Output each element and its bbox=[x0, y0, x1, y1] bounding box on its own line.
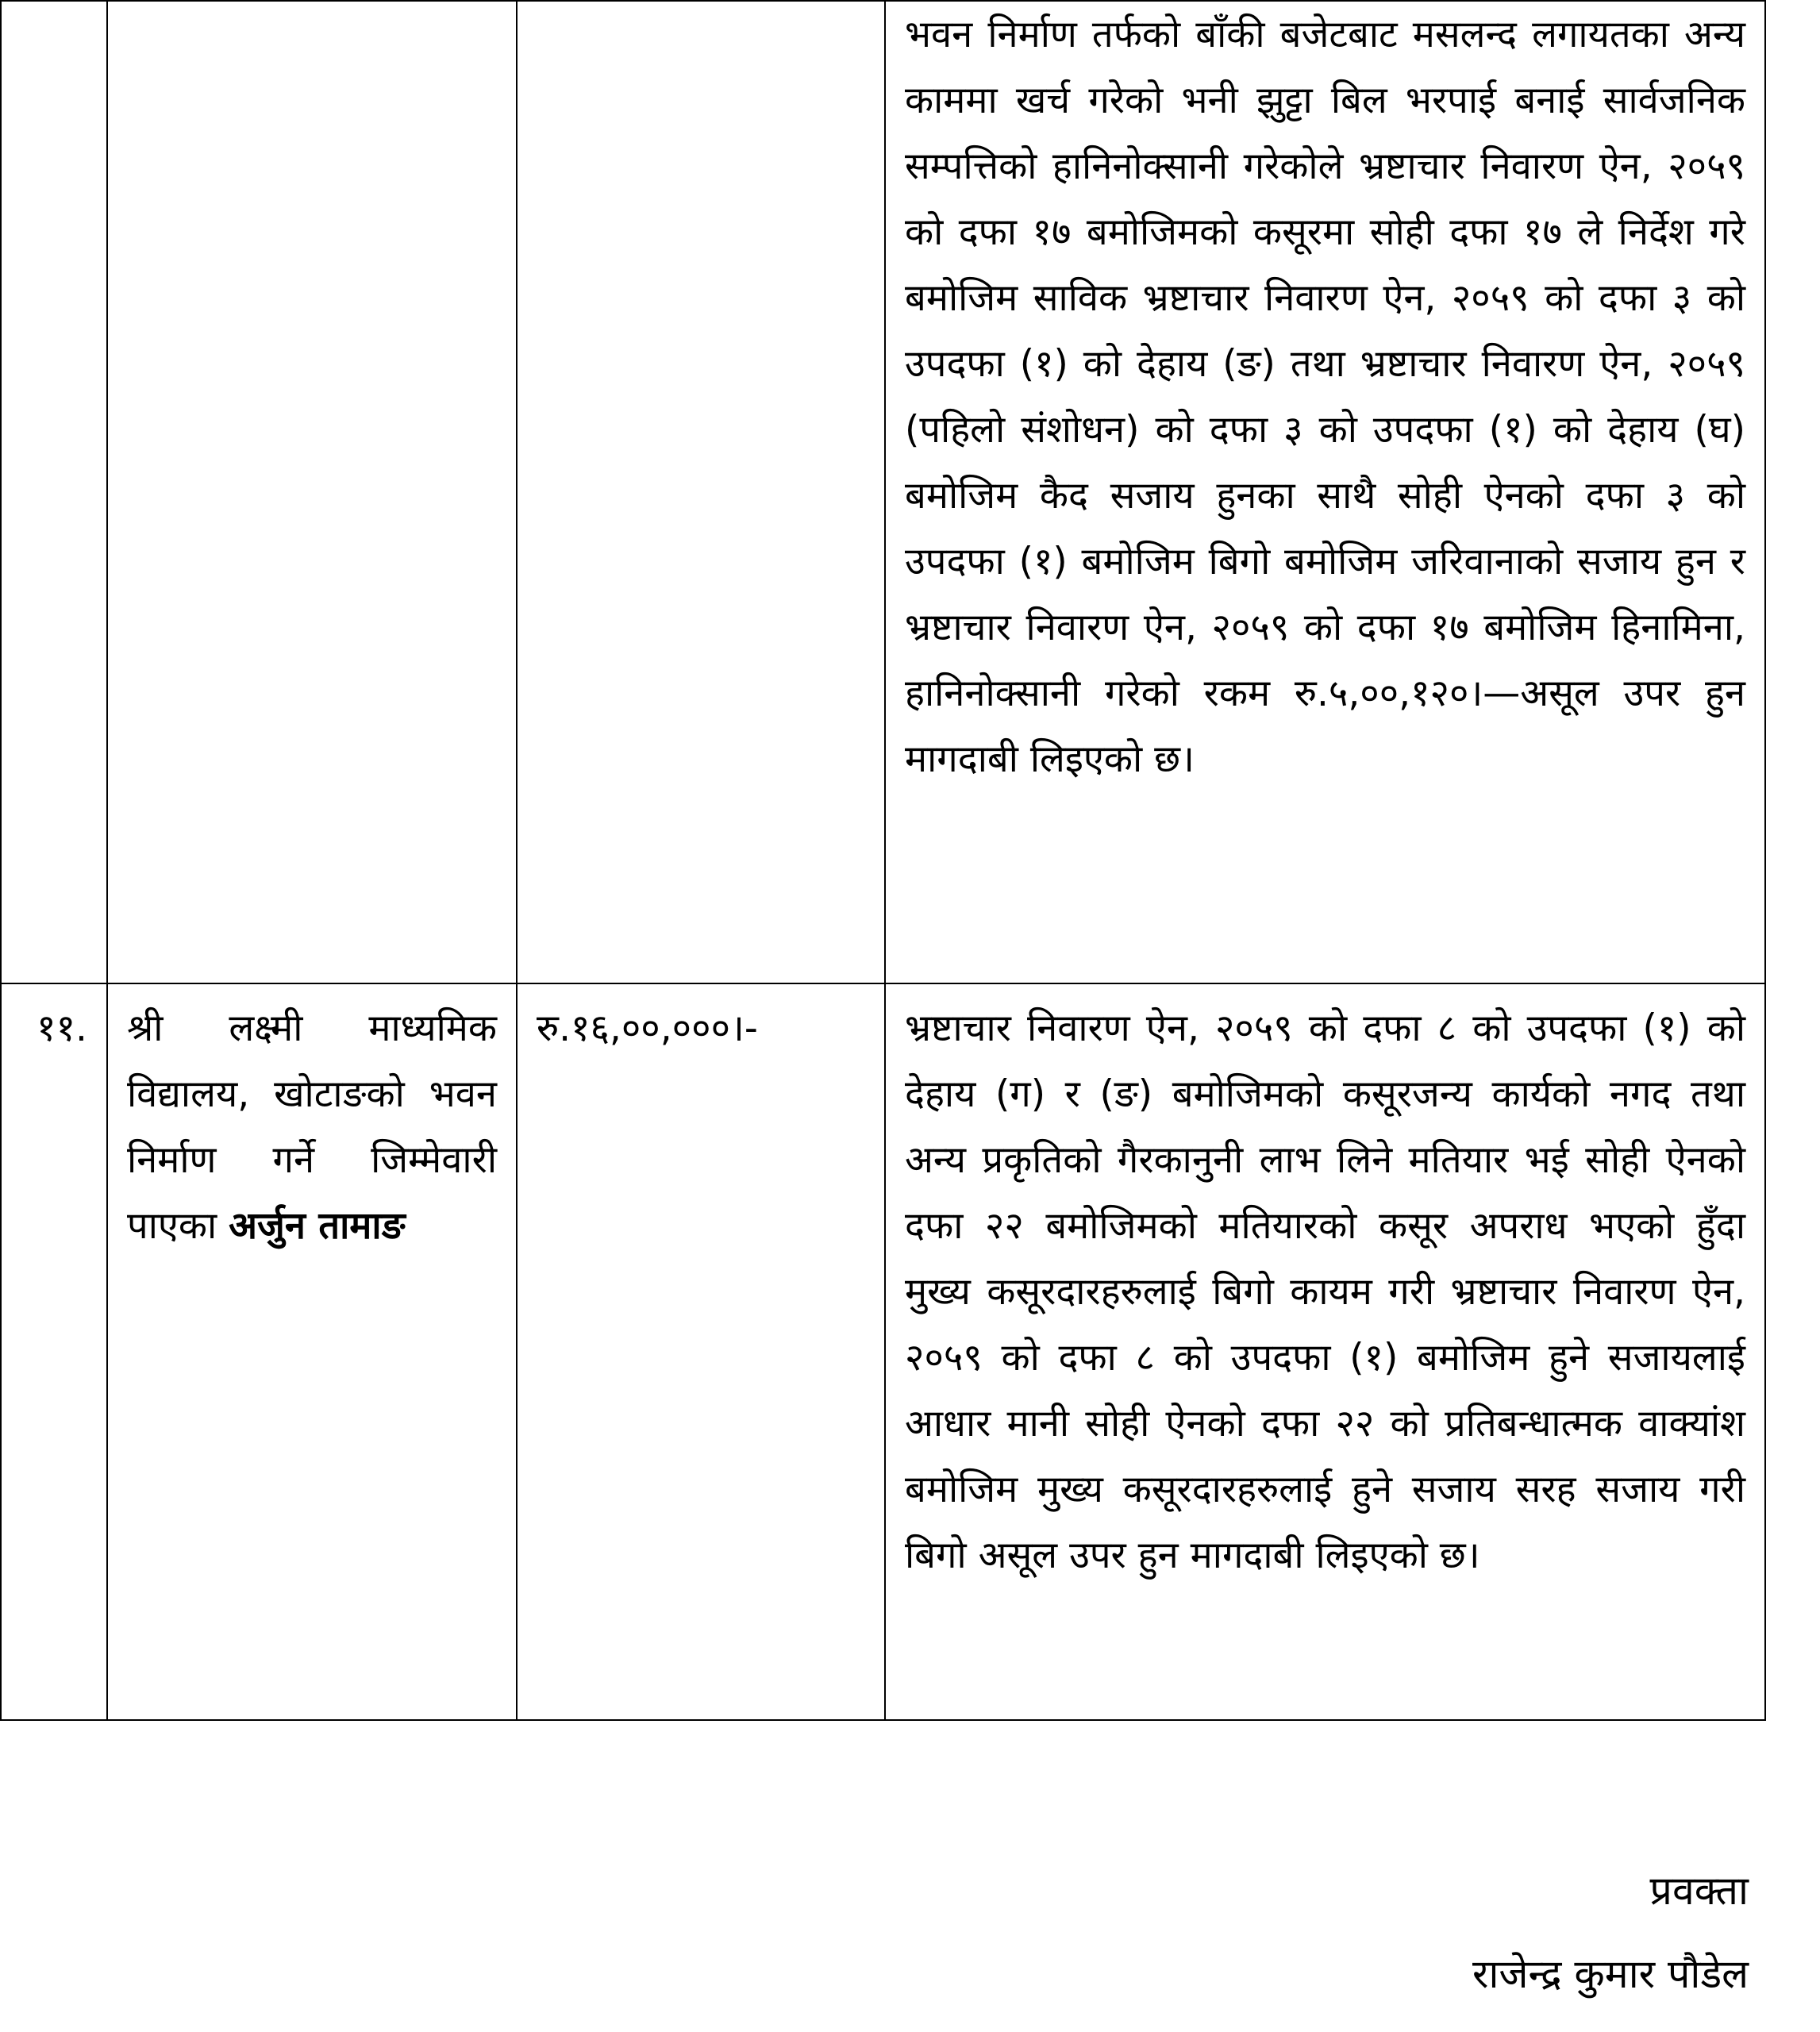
defendant-cell bbox=[107, 983, 517, 1720]
table-row bbox=[1, 1, 1765, 983]
defendant-description: श्री लक्ष्मी माध्यमिक विद्यालय, खोटाङको भवन निर्माण गर्ने जिम्मेवारी पाएका bbox=[127, 1006, 497, 1248]
claim-cell: भ्रष्टाचार निवारण ऐन, २०५९ को दफा ८ को उपदफा (१) को देहाय (ग) र (ङ) बमोजिमको कसूरजन्य कार्यको नगद तथा अन्य प्रकृतिको गैरकानुनी लाभ लिने मतियार भई सोही ऐनको दफा २२ बमोजिमको मतियारको कसूर अपराध भएको हुँदा मुख्य कसूरदारहरुलाई बिगो कायम गरी भ्रष्टाचार निवारण ऐन, २०५९ को दफा ८ को उपदफा (१) बमोजिम हुने सजायलाई आधार मानी सोही ऐनको दफा २२ को प्रतिबन्धात्मक वाक्यांश बमोजिम मुख्य कसूरदारहरुलाई हुने सजाय सरह सजाय गरी बिगो असूल उपर हुन मागदाबी लिइएको छ। bbox=[885, 983, 1765, 1720]
amount-cell: रु.१६,००,०००।- bbox=[517, 983, 885, 1720]
signature-block bbox=[1472, 1849, 1749, 2016]
signature-title: प्रवक्ता bbox=[1649, 1868, 1749, 1914]
amount-cell bbox=[517, 1, 885, 983]
table-row bbox=[1, 983, 1765, 1720]
serial-cell: ११. bbox=[1, 983, 107, 1720]
defendant-cell bbox=[107, 1, 517, 983]
claim-cell: भवन निर्माण तर्फको बाँकी बजेटबाट मसलन्द लगायतका अन्य काममा खर्च गरेको भनी झुट्टा बिल भरपाई बनाई सार्वजनिक सम्पत्तिको हानिनोक्सानी गरेकोले भ्रष्टाचार निवारण ऐन, २०५९ को दफा १७ बमोजिमको कसूरमा सोही दफा १७ ले निर्देश गरे बमोजिम साविक भ्रष्टाचार निवारण ऐन, २०५९ को दफा ३ को उपदफा (१) को देहाय (ङ) तथा भ्रष्टाचार निवारण ऐन, २०५९ (पहिलो संशोधन) को दफा ३ को उपदफा (१) को देहाय (घ) बमोजिम कैद सजाय हुनका साथै सोही ऐनको दफा ३ को उपदफा (१) बमोजिम बिगो बमोजिम जरिवानाको सजाय हुन र भ्रष्टाचार निवारण ऐन, २०५९ को दफा १७ बमोजिम हिनामिना, हानिनोक्सानी गरेको रकम रु.५,००,१२०।—असूल उपर हुन मागदाबी लिइएको छ। bbox=[885, 1, 1765, 983]
signature-name: राजेन्द्र कुमार पौडेल bbox=[1472, 1951, 1749, 1997]
serial-cell bbox=[1, 1, 107, 983]
defendant-name: अर्जुन तामाङ bbox=[229, 1204, 406, 1248]
